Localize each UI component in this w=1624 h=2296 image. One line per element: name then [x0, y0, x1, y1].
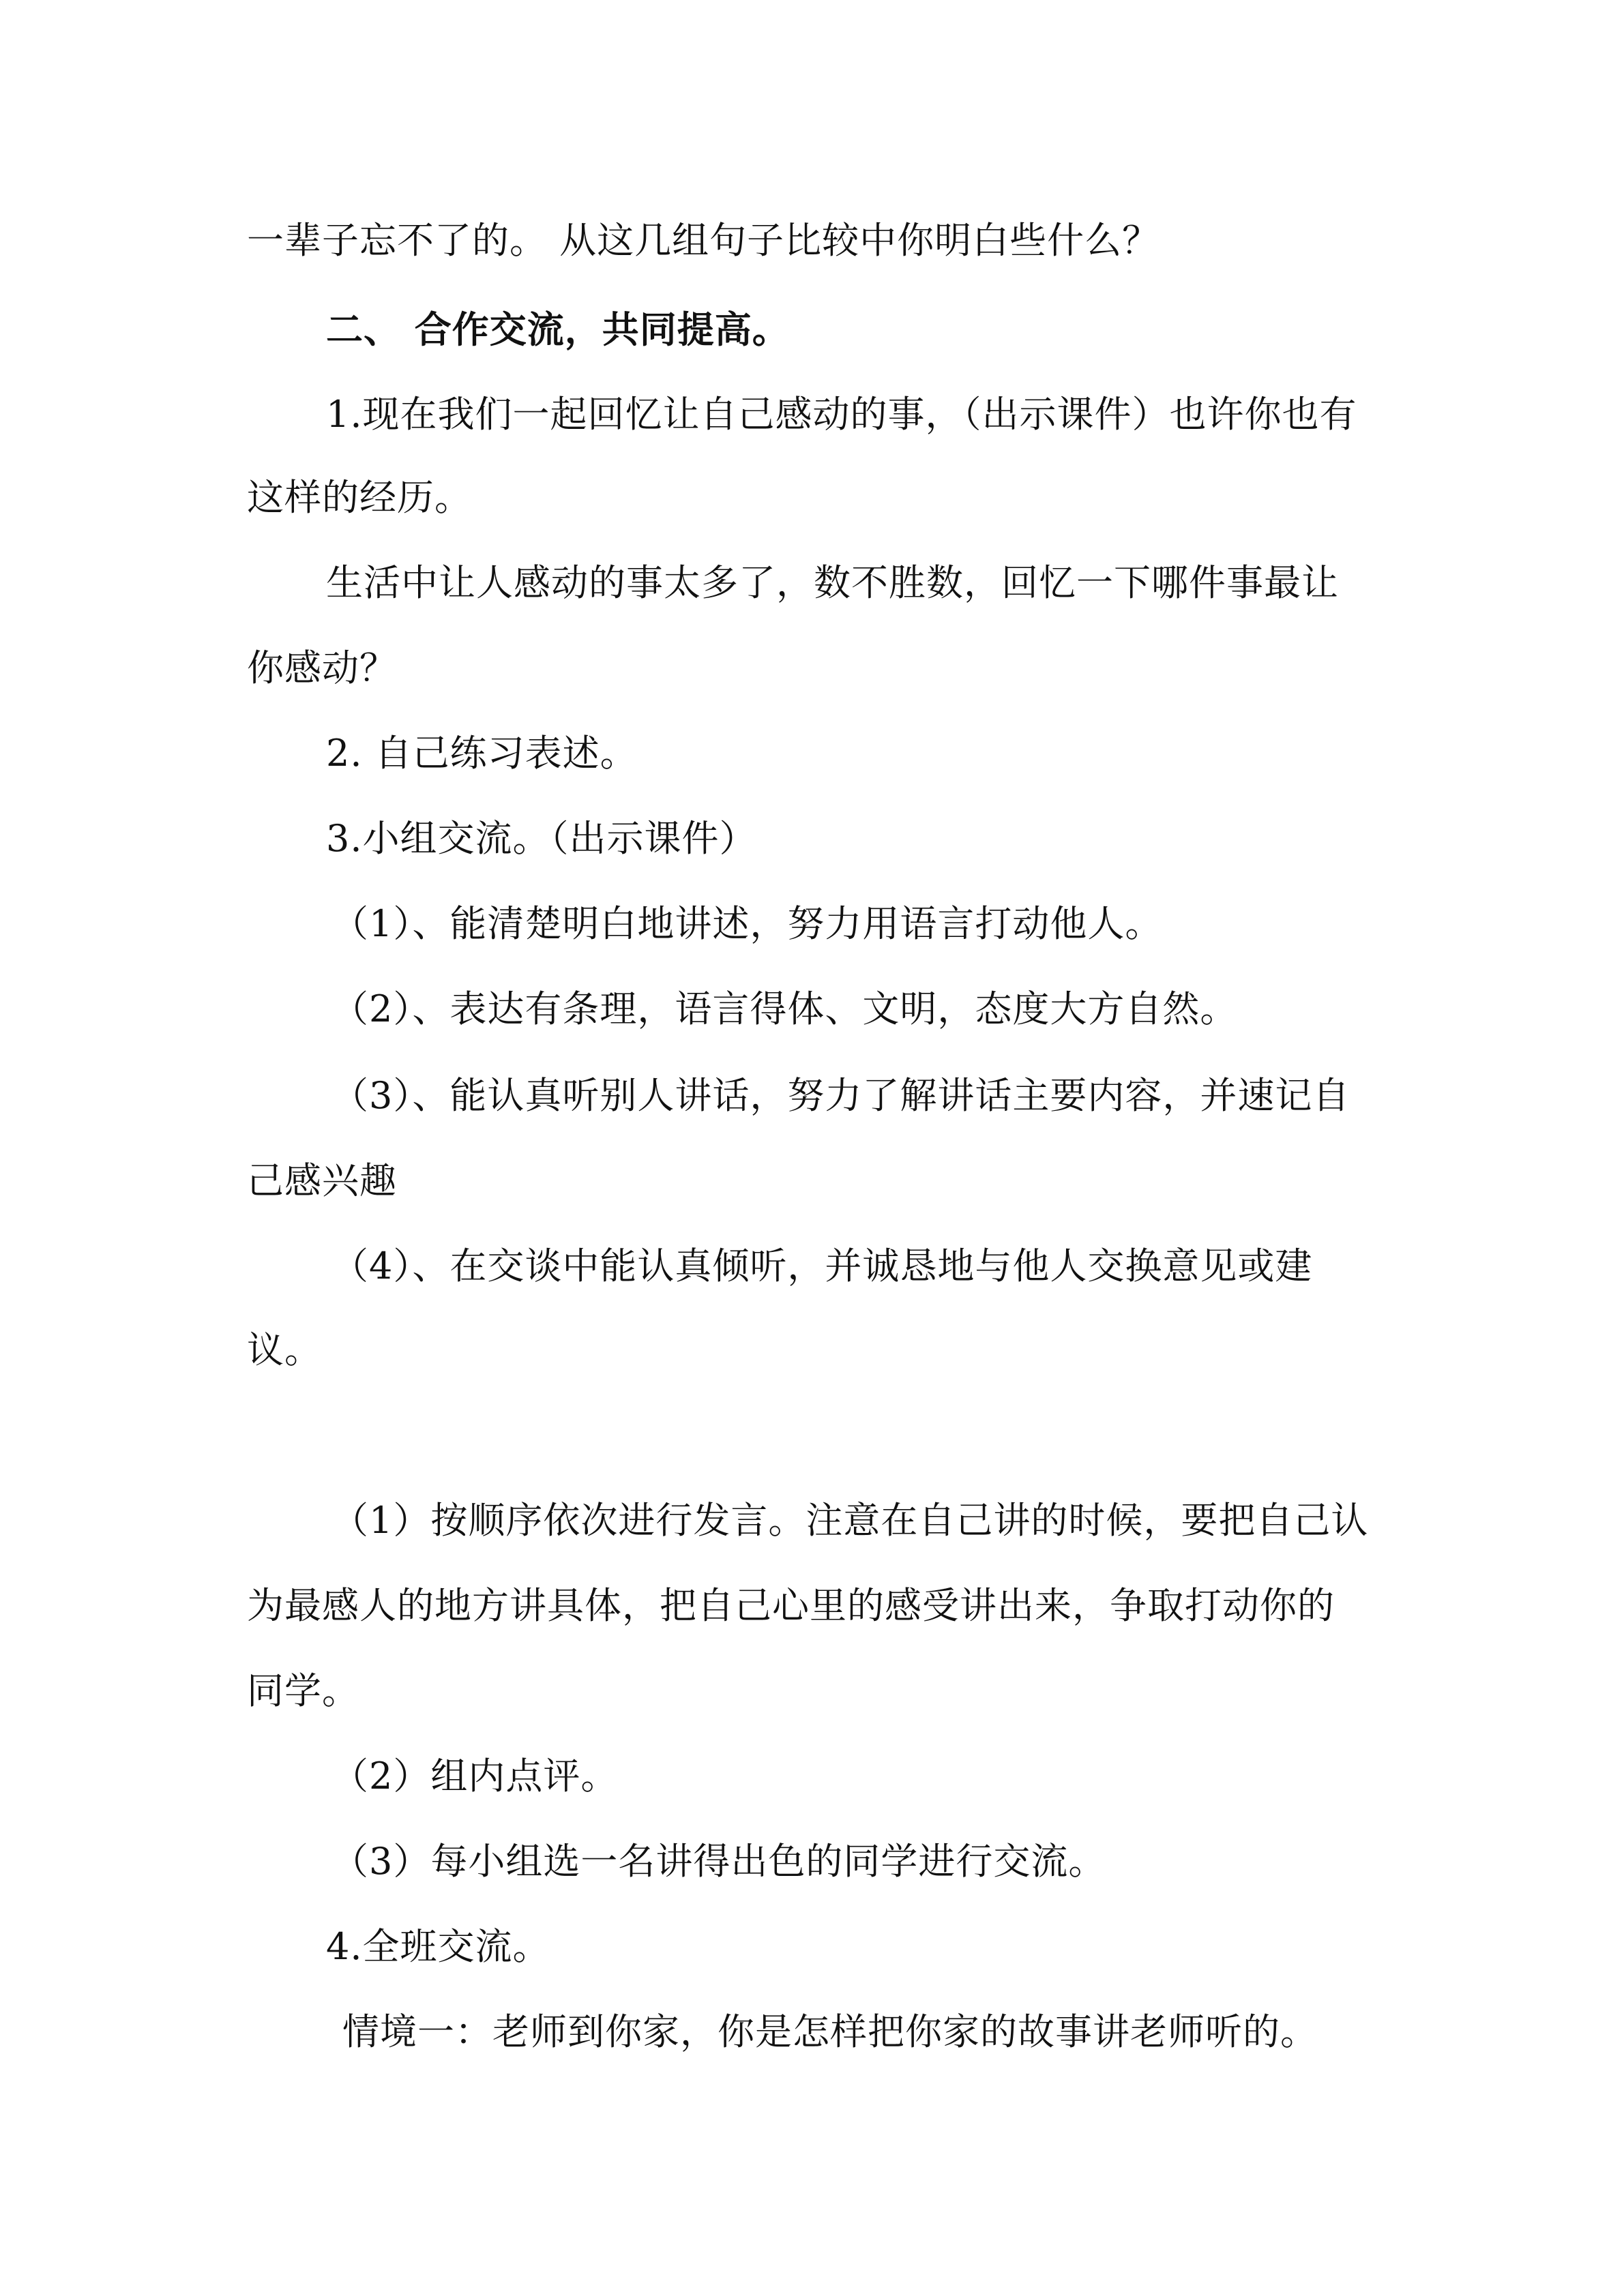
- text-line-18: （2）组内点评。: [331, 1755, 619, 1798]
- text-line-13: （4）、在交谈中能认真倾听，并诚恳地与他人交换意见或建: [331, 1244, 1313, 1287]
- text-line-8: 3.小组交流。（出示课件）: [326, 817, 757, 860]
- text-line-12: 己感兴趣: [247, 1159, 397, 1202]
- text-line-11: （3）、能认真听别人讲话，努力了解讲话主要内容，并速记自: [331, 1074, 1350, 1117]
- text-line-20: 4.全班交流。: [326, 1925, 550, 1968]
- text-line-16: 为最感人的地方讲具体，把自己心里的感受讲出来，争取打动你的: [247, 1584, 1335, 1627]
- text-line-7: 2. 自己练习表述。: [326, 732, 638, 775]
- text-line-6: 你感动？: [247, 646, 397, 689]
- text-line-5: 生活中让人感动的事太多了，数不胜数，回忆一下哪件事最让: [326, 561, 1339, 604]
- text-line-15: （1）按顺序依次进行发言。注意在自己讲的时候，要把自己认: [331, 1499, 1369, 1542]
- section-heading: 二、 合作交流，共同提高。: [326, 308, 790, 351]
- text-line-1: 一辈子忘不了的。 从这几组句子比较中你明白些什么？: [247, 219, 1160, 262]
- text-line-19: （3）每小组选一名讲得出色的同学进行交流。: [331, 1840, 1106, 1883]
- text-line-3: 1.现在我们一起回忆让自己感动的事，（出示课件）也许你也有: [326, 393, 1357, 436]
- text-line-17: 同学。: [247, 1669, 359, 1712]
- text-line-10: （2）、表达有条理，语言得体、文明，态度大方自然。: [331, 987, 1238, 1030]
- text-line-21: 情境一：老师到你家，你是怎样把你家的故事讲老师听的。: [342, 2010, 1318, 2053]
- text-line-14: 议。: [247, 1328, 322, 1371]
- text-line-9: （1）、能清楚明白地讲述，努力用语言打动他人。: [331, 902, 1163, 945]
- text-line-4: 这样的经历。: [247, 476, 472, 519]
